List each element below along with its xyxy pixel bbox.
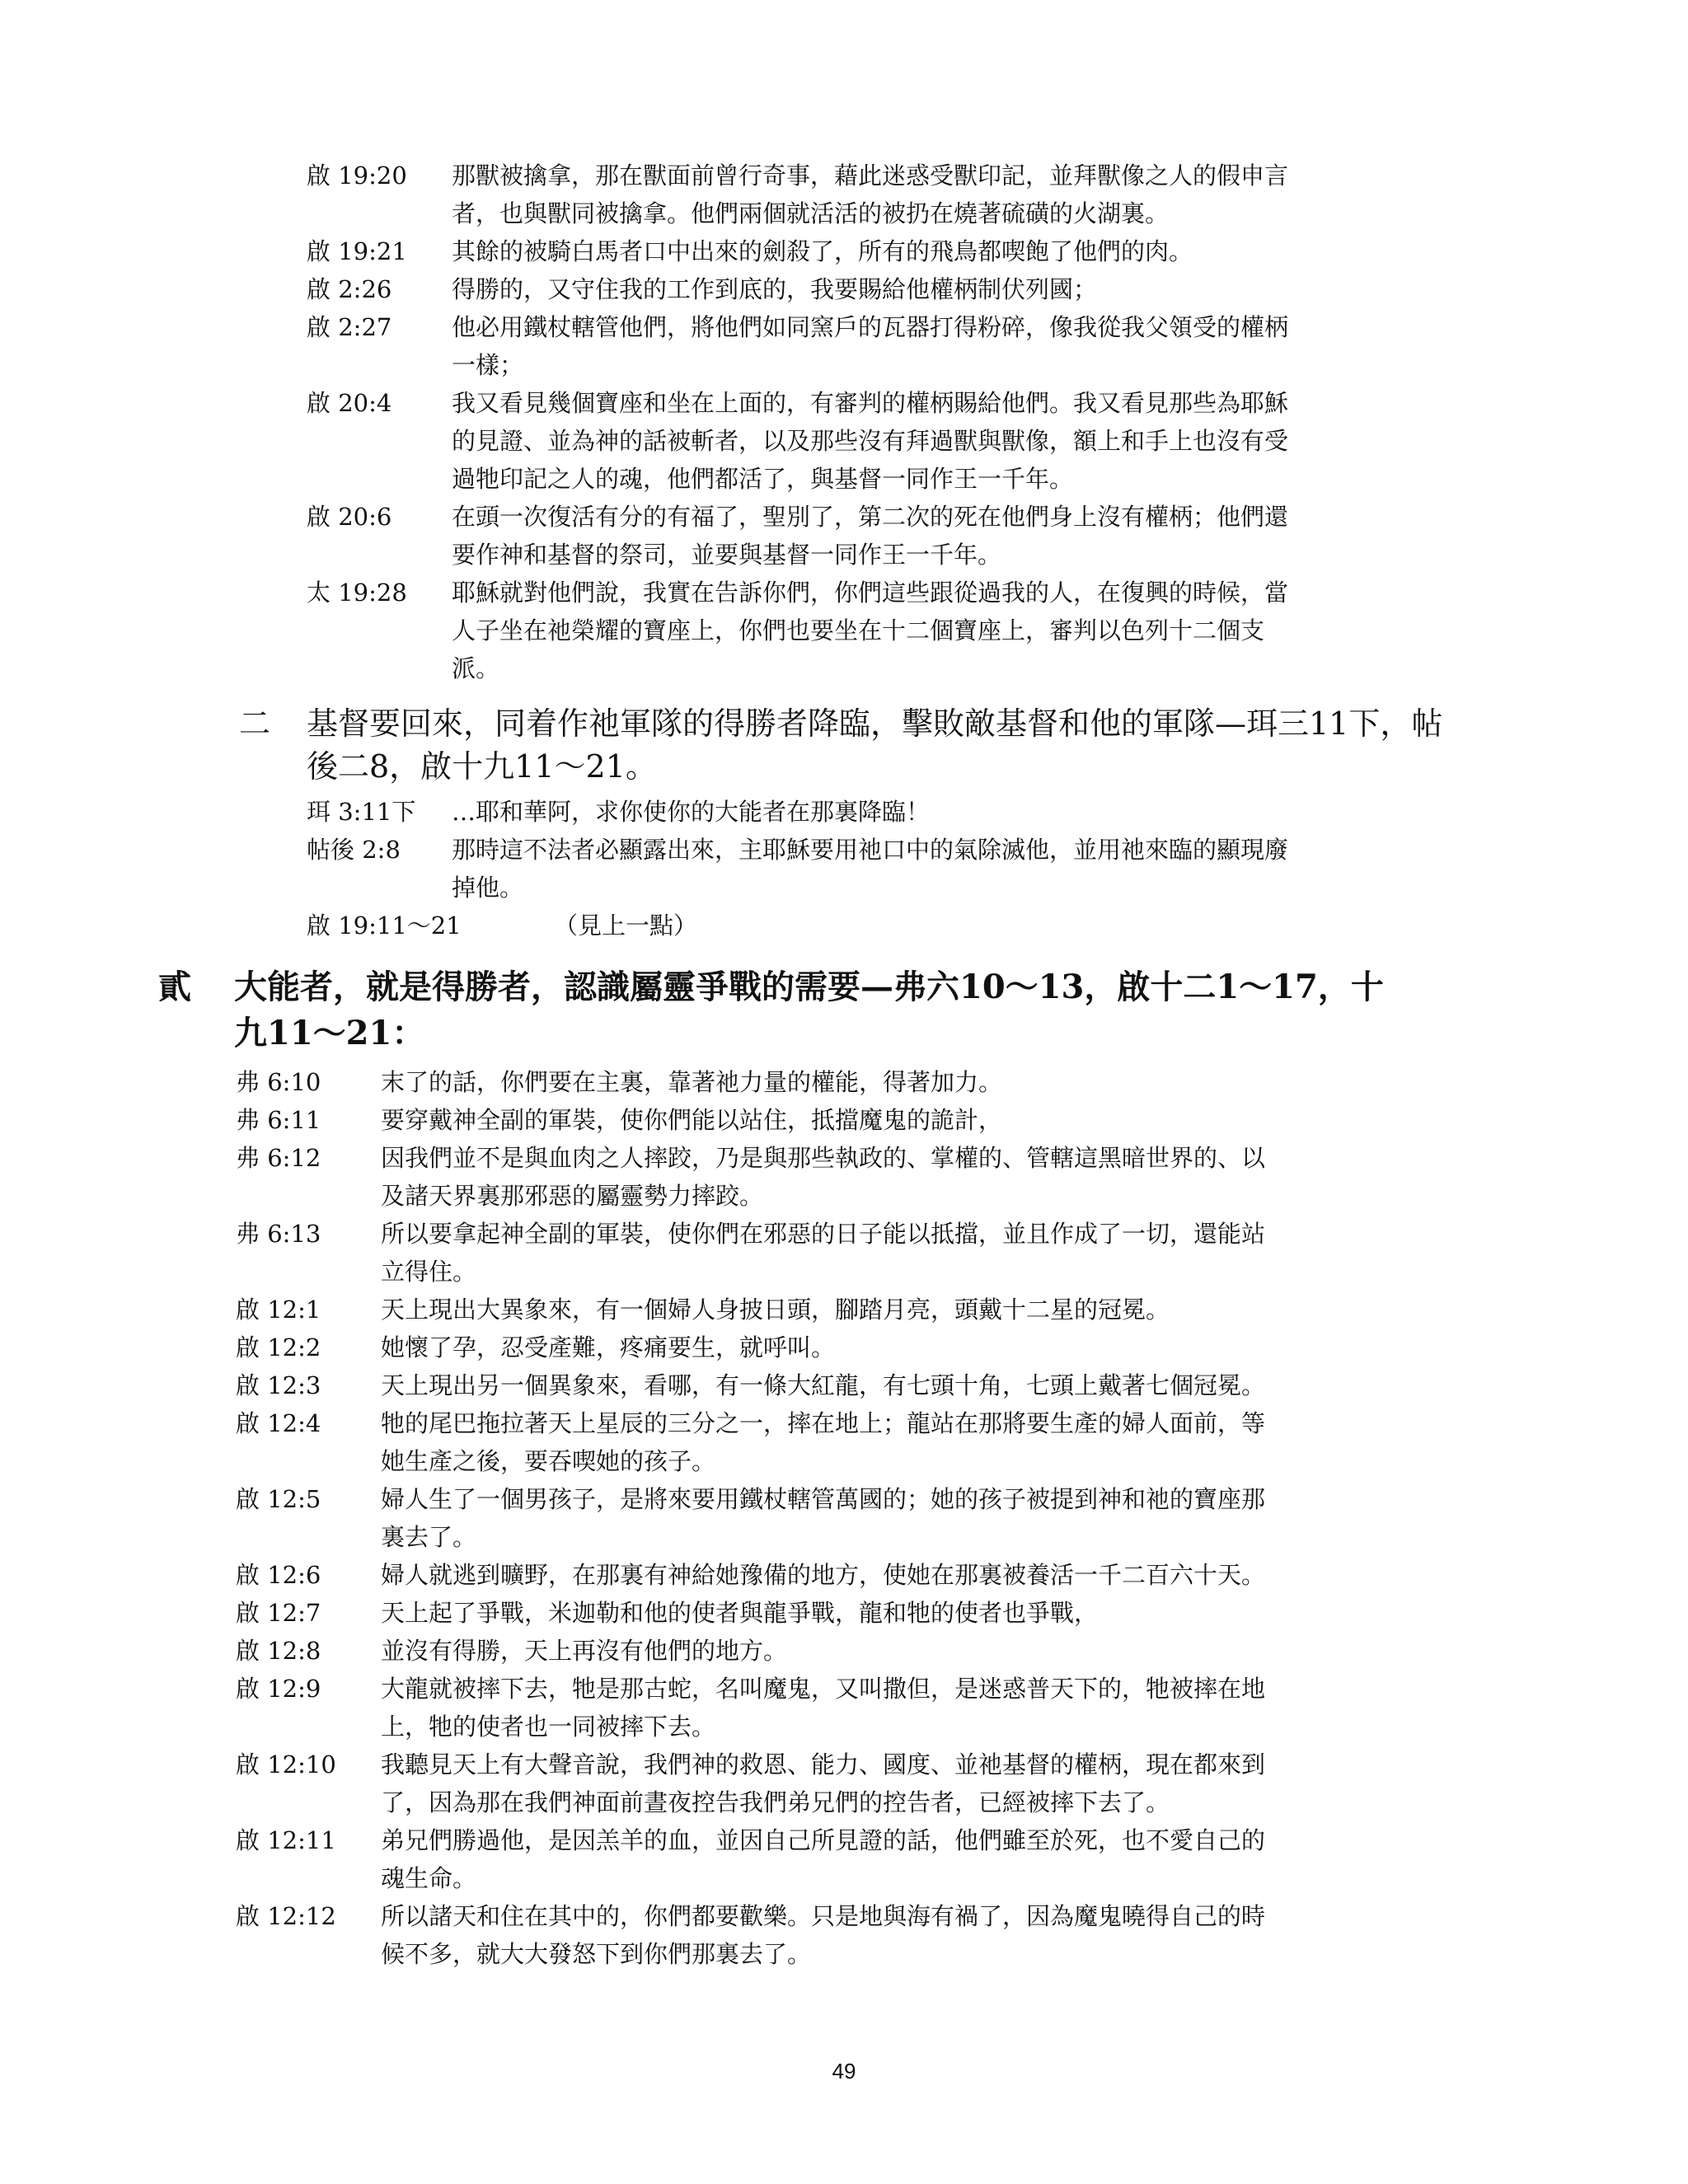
verse-line: 要作神和基督的祭司，並要與基督一同作王一千年。 <box>452 541 1002 569</box>
verse-ref: 弗 6:11 <box>236 1106 321 1134</box>
verse-rev-20-4 <box>307 384 1526 498</box>
verse-rev-12-1 <box>236 1291 1522 1329</box>
verse-2thess-2-8 <box>307 831 1526 907</box>
verse-text <box>381 1329 1522 1366</box>
verse-rev-12-6 <box>236 1556 1522 1594</box>
verse-ref: 啟 19:21 <box>307 237 407 265</box>
verse-block-1 <box>307 157 1526 687</box>
verse-line: 者，也與獸同被擒拿。他們兩個就活活的被扔在燒著硫磺的火湖裏。 <box>452 199 1170 227</box>
verse-ref: 帖後 2:8 <box>307 836 401 864</box>
verse-ref: 啟 12:1 <box>236 1296 321 1324</box>
verse-ref: 弗 6:10 <box>236 1068 321 1096</box>
verse-text <box>381 1291 1522 1329</box>
verse-block-2 <box>307 793 1526 944</box>
verse-line: 他必用鐵杖轄管他們，將他們如同窯戶的瓦器打得粉碎，像我從我父領受的權柄 <box>452 313 1289 341</box>
verse-ref: 啟 19:11～21 <box>307 912 462 940</box>
verse-rev-12-2 <box>236 1329 1522 1366</box>
page-number: 49 <box>832 2059 856 2083</box>
verse-ref: 弗 6:12 <box>236 1144 321 1172</box>
verse-line: 她生產之後，要吞喫她的孩子。 <box>381 1447 716 1475</box>
verse-line: 派。 <box>452 654 500 682</box>
verse-line: 立得住。 <box>381 1258 477 1286</box>
verse-line: 那獸被擒拿，那在獸面前曾行奇事，藉此迷惑受獸印記，並拜獸像之人的假申言 <box>452 162 1289 190</box>
verse-text <box>381 1139 1522 1215</box>
verse-line: 她懷了孕，忍受產難，疼痛要生，就呼叫。 <box>381 1333 836 1361</box>
verse-ref: 啟 12:7 <box>236 1599 321 1627</box>
verse-line: 的見證、並為神的話被斬者，以及那些沒有拜過獸與獸像，額上和手上也沒有受 <box>452 427 1289 455</box>
verse-text <box>452 232 1526 270</box>
verse-eph-6-13 <box>236 1215 1522 1291</box>
verse-rev-19-20 <box>307 157 1526 232</box>
outline-point-line: 基督要回來，同着作祂軍隊的得勝者降臨，擊敗敵基督和他的軍隊—珥三11下，帖 <box>307 705 1443 742</box>
verse-text <box>381 1632 1522 1670</box>
verse-text <box>452 157 1526 232</box>
verse-line: 末了的話，你們要在主裏，靠著祂力量的權能，得著加力。 <box>381 1068 1003 1096</box>
verse-line: 人子坐在祂榮耀的寶座上，你們也要坐在十二個寶座上，審判以色列十二個支 <box>452 616 1265 644</box>
verse-text <box>452 270 1526 308</box>
verse-rev-19-21 <box>307 232 1526 270</box>
verse-line: 裏去了。 <box>381 1523 477 1551</box>
verse-line: 天上現出大異象來，有一個婦人身披日頭，腳踏月亮，頭戴十二星的冠冕。 <box>381 1296 1170 1324</box>
verse-rev-12-3 <box>236 1366 1522 1404</box>
verse-eph-6-12 <box>236 1139 1522 1215</box>
verse-line: 一樣； <box>452 351 524 379</box>
verse-rev-12-8 <box>236 1632 1522 1670</box>
verse-ref: 啟 12:2 <box>236 1333 321 1361</box>
verse-line: 了，因為那在我們神面前晝夜控告我們弟兄們的控告者，已經被摔下去了。 <box>381 1788 1170 1816</box>
verse-rev-2-26 <box>307 270 1526 308</box>
verse-line: 候不多，就大大發怒下到你們那裏去了。 <box>381 1940 812 1968</box>
verse-rev-12-5 <box>236 1480 1522 1556</box>
verse-line: 所以諸天和住在其中的，你們都要歡樂。只是地與海有禍了，因為魔鬼曉得自己的時 <box>381 1902 1266 1930</box>
section-heading-line: 大能者，就是得勝者，認識屬靈爭戰的需要—弗六10～13，啟十二1～17，十 <box>234 968 1384 1006</box>
verse-line: 所以要拿起神全副的軍裝，使你們在邪惡的日子能以抵擋，並且作成了一切，還能站 <box>381 1220 1266 1248</box>
section-heading-text <box>234 964 1551 1057</box>
verse-text <box>381 1063 1522 1101</box>
verse-rev-12-4 <box>236 1404 1522 1480</box>
verse-line: …耶和華阿，求你使你的大能者在那裏降臨！ <box>452 798 931 826</box>
verse-rev-20-6 <box>307 498 1526 574</box>
verse-text <box>381 1670 1522 1746</box>
verse-line: 過牠印記之人的魂，他們都活了，與基督一同作王一千年。 <box>452 465 1074 493</box>
verse-rev-12-10 <box>236 1746 1522 1821</box>
verse-line: 天上起了爭戰，米迦勒和他的使者與龍爭戰，龍和牠的使者也爭戰， <box>381 1599 1099 1627</box>
verse-line: 我聽見天上有大聲音說，我們神的救恩、能力、國度、並祂基督的權柄，現在都來到 <box>381 1750 1266 1779</box>
verse-text <box>381 1480 1522 1556</box>
verse-rev-2-27 <box>307 308 1526 384</box>
verse-matt-19-28 <box>307 574 1526 687</box>
verse-text <box>381 1101 1522 1139</box>
verse-text <box>452 308 1526 384</box>
verse-ref: 啟 12:12 <box>236 1902 336 1930</box>
verse-ref: 啟 12:3 <box>236 1371 321 1399</box>
verse-text <box>381 1897 1522 1973</box>
section-heading-line: 九11～21： <box>234 1014 425 1052</box>
section-heading-2 <box>158 964 1551 1057</box>
verse-line: 及諸天界裏那邪惡的屬靈勢力摔跤。 <box>381 1182 764 1210</box>
verse-text <box>381 1594 1522 1632</box>
verse-line: 在頭一次復活有分的有福了，聖別了，第二次的死在他們身上沒有權柄；他們還 <box>452 503 1289 531</box>
verse-rev-12-9 <box>236 1670 1522 1746</box>
verse-line: 要穿戴神全副的軍裝，使你們能以站住，抵擋魔鬼的詭計， <box>381 1106 1003 1134</box>
verse-ref: 弗 6:13 <box>236 1220 321 1248</box>
section-number: 貳 <box>158 968 191 1006</box>
verse-joel-3-11b <box>307 793 1526 831</box>
verse-line: 上，牠的使者也一同被摔下去。 <box>381 1713 716 1741</box>
verse-ref: 啟 2:27 <box>307 313 392 341</box>
verse-text <box>452 384 1526 498</box>
verse-ref: 啟 20:4 <box>307 389 392 417</box>
verse-block-3 <box>236 1063 1522 1973</box>
outline-point-number: 二 <box>239 705 271 742</box>
verse-line: 婦人就逃到曠野，在那裏有神給她豫備的地方，使她在那裏被養活一千二百六十天。 <box>381 1561 1266 1589</box>
outline-point-text <box>307 702 1537 788</box>
verse-line: 大龍就被摔下去，牠是那古蛇，名叫魔鬼，又叫撒但，是迷惑普天下的，牠被摔在地 <box>381 1675 1266 1703</box>
verse-line: 因我們並不是與血肉之人摔跤，乃是與那些執政的、掌權的、管轄這黑暗世界的、以 <box>381 1144 1266 1172</box>
verse-line: 耶穌就對他們說，我實在告訴你們，你們這些跟從過我的人，在復興的時候，當 <box>452 579 1289 607</box>
verse-ref: 太 19:28 <box>307 579 407 607</box>
verse-line: 魂生命。 <box>381 1864 477 1892</box>
verse-eph-6-10 <box>236 1063 1522 1101</box>
verse-line: 婦人生了一個男孩子，是將來要用鐵杖轄管萬國的；她的孩子被提到神和祂的寶座那 <box>381 1485 1266 1513</box>
verse-text <box>381 1746 1522 1821</box>
verse-line: 得勝的，又守住我的工作到底的，我要賜給他權柄制伏列國； <box>452 275 1098 303</box>
verse-eph-6-11 <box>236 1101 1522 1139</box>
verse-rev-12-7 <box>236 1594 1522 1632</box>
verse-ref: 啟 20:6 <box>307 503 392 531</box>
verse-line: （見上一點） <box>554 912 698 940</box>
verse-line: 掉他。 <box>452 874 524 902</box>
verse-text <box>452 498 1526 574</box>
verse-text <box>381 1556 1522 1594</box>
verse-ref: 啟 12:4 <box>236 1409 321 1437</box>
verse-text <box>452 831 1526 907</box>
verse-text <box>381 1366 1522 1404</box>
verse-ref: 啟 12:5 <box>236 1485 321 1513</box>
verse-line: 其餘的被騎白馬者口中出來的劍殺了，所有的飛鳥都喫飽了他們的肉。 <box>452 237 1193 265</box>
outline-point-2 <box>239 702 1537 788</box>
verse-ref: 啟 12:8 <box>236 1637 321 1665</box>
verse-line: 那時這不法者必顯露出來，主耶穌要用祂口中的氣除滅他，並用祂來臨的顯現廢 <box>452 836 1289 864</box>
verse-rev-12-12 <box>236 1897 1522 1973</box>
verse-line: 天上現出另一個異象來，看哪，有一條大紅龍，有七頭十角，七頭上戴著七個冠冕。 <box>381 1371 1266 1399</box>
verse-ref: 啟 12:11 <box>236 1826 336 1854</box>
verse-ref: 啟 12:9 <box>236 1675 321 1703</box>
verse-text <box>452 793 1526 831</box>
verse-text <box>381 1821 1522 1897</box>
verse-text <box>452 574 1526 687</box>
verse-line: 我又看見幾個寶座和坐在上面的，有審判的權柄賜給他們。我又看見那些為耶穌 <box>452 389 1289 417</box>
verse-rev-19-11-21 <box>307 907 1526 944</box>
verse-ref: 啟 12:10 <box>236 1750 336 1779</box>
verse-ref: 珥 3:11下 <box>307 798 416 826</box>
verse-ref: 啟 12:6 <box>236 1561 321 1589</box>
verse-line: 弟兄們勝過他，是因羔羊的血，並因自己所見證的話，他們雖至於死，也不愛自己的 <box>381 1826 1266 1854</box>
verse-line: 牠的尾巴拖拉著天上星辰的三分之一，摔在地上；龍站在那將要生產的婦人面前，等 <box>381 1409 1266 1437</box>
verse-text <box>381 1404 1522 1480</box>
verse-ref: 啟 2:26 <box>307 275 392 303</box>
verse-rev-12-11 <box>236 1821 1522 1897</box>
verse-line: 並沒有得勝，天上再沒有他們的地方。 <box>381 1637 788 1665</box>
verse-text <box>381 1215 1522 1291</box>
verse-ref: 啟 19:20 <box>307 162 407 190</box>
outline-point-line: 後二8，啟十九11～21。 <box>307 748 657 785</box>
verse-text <box>554 907 1526 944</box>
